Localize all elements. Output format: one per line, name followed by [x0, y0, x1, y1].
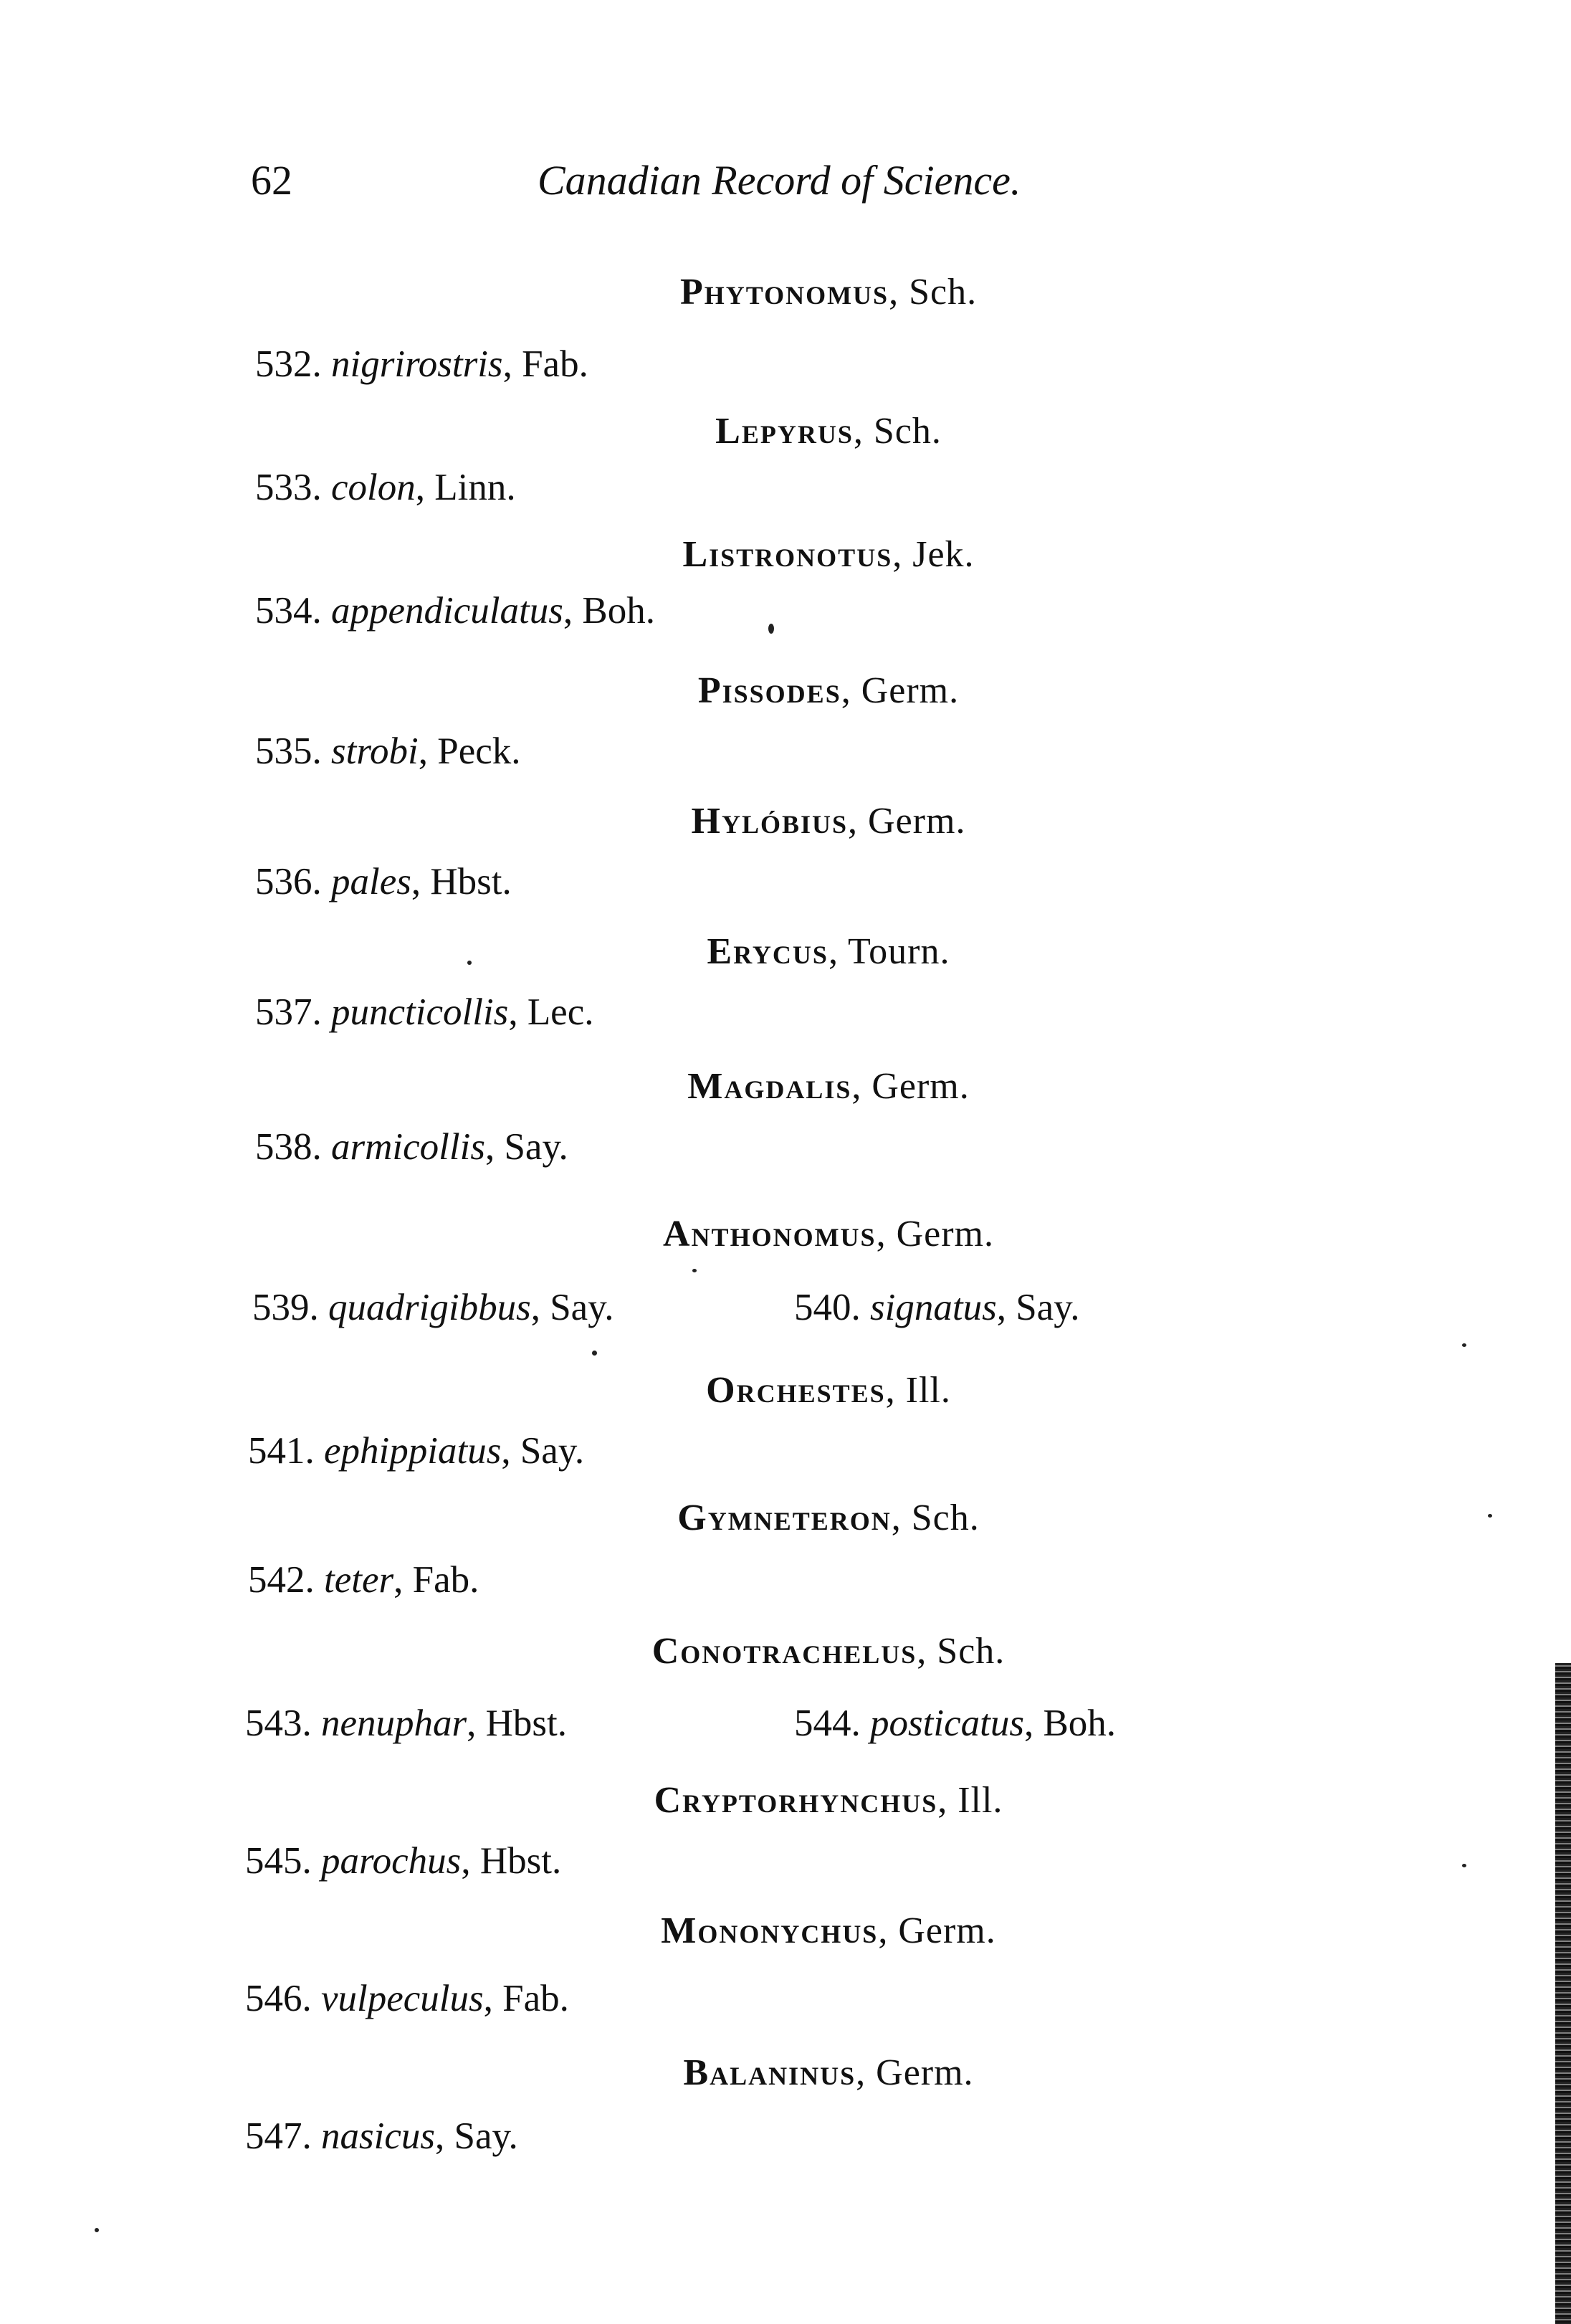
genus-name: Conotrachelus [651, 1631, 917, 1672]
species-name: teter [324, 1559, 394, 1601]
entry-number: 542. [248, 1559, 315, 1601]
genus-heading: Phytonomus, Sch. [679, 272, 978, 313]
genus-name: Lepyrus [715, 411, 854, 452]
scan-speck [467, 961, 472, 965]
entry-number: 545. [245, 1840, 312, 1882]
genus-heading: Hylóbius, Germ. [691, 801, 966, 842]
scan-speck [768, 624, 774, 634]
entry-number: 539. [252, 1287, 319, 1328]
genus-author: Germ. [868, 801, 966, 842]
scan-speck [1462, 1343, 1466, 1347]
genus-author: Jek. [912, 534, 975, 575]
genus-heading: Magdalis, Germ. [687, 1066, 970, 1107]
species-entry: 533. colon, Linn. [255, 467, 516, 508]
scan-speck [692, 1269, 697, 1272]
species-author: Lec. [527, 991, 594, 1033]
running-title: Canadian Record of Science. [538, 157, 1021, 204]
species-author: Fab. [502, 1978, 569, 2019]
genus-author: Sch. [873, 411, 942, 452]
species-author: Say. [520, 1430, 585, 1472]
scan-speck [592, 1351, 597, 1356]
species-author: Hbst. [485, 1702, 568, 1744]
genus-name: Hylóbius [691, 801, 849, 842]
species-entry: 535. strobi, Peck. [255, 730, 521, 772]
species-name: armicollis [331, 1126, 485, 1168]
genus-author: Sch. [937, 1631, 1006, 1672]
species-entry: 540. signatus, Say. [794, 1287, 1080, 1328]
entry-number: 536. [255, 861, 322, 903]
species-entry: 537. puncticollis, Lec. [255, 991, 594, 1033]
species-author: Boh. [582, 590, 655, 632]
entry-number: 547. [245, 2115, 312, 2157]
species-name: nigrirostris [331, 343, 503, 385]
genus-name: Listronotus [682, 534, 893, 575]
species-entry: 542. teter, Fab. [248, 1559, 479, 1601]
genus-name: Pissodes [697, 670, 841, 711]
species-entry: 534. appendiculatus, Boh. [255, 590, 655, 632]
genus-author: Ill. [905, 1370, 951, 1411]
entry-number: 533. [255, 467, 322, 508]
entry-number: 546. [245, 1978, 312, 2019]
genus-author: Germ. [876, 2052, 974, 2093]
species-name: puncticollis [331, 991, 509, 1033]
genus-name: Magdalis [687, 1066, 852, 1107]
genus-name: Gymneteron [677, 1497, 892, 1538]
genus-heading: Conotrachelus, Sch. [651, 1631, 1006, 1672]
species-author: Hbst. [479, 1840, 562, 1882]
genus-heading: Erycus, Tourn. [707, 931, 950, 972]
species-name: vulpeculus [321, 1978, 484, 2019]
genus-author: Germ. [898, 1910, 996, 1951]
species-author: Hbst. [430, 861, 512, 903]
species-author: Say. [504, 1126, 568, 1168]
species-author: Linn. [434, 467, 516, 508]
species-author: Say. [1016, 1287, 1080, 1328]
species-author: Fab. [412, 1559, 479, 1601]
species-entry: 536. pales, Hbst. [255, 861, 512, 903]
genus-name: Phytonomus [679, 272, 889, 313]
species-author: Fab. [522, 343, 588, 385]
species-entry: 546. vulpeculus, Fab. [245, 1978, 569, 2019]
species-entry: 541. ephippiatus, Say. [248, 1430, 585, 1472]
species-name: signatus [870, 1287, 997, 1328]
genus-name: Cryptorhynchus [654, 1780, 938, 1821]
entry-number: 543. [245, 1702, 312, 1744]
genus-heading: Anthonomus, Germ. [663, 1214, 994, 1254]
genus-heading: Mononychus, Germ. [661, 1910, 996, 1951]
genus-heading: Cryptorhynchus, Ill. [654, 1780, 1003, 1821]
species-entry: 545. parochus, Hbst. [245, 1840, 562, 1882]
species-author: Peck. [437, 730, 521, 772]
scan-speck [1462, 1864, 1466, 1867]
genus-author: Sch. [909, 272, 978, 313]
entry-number: 537. [255, 991, 322, 1033]
genus-author: Sch. [911, 1497, 980, 1538]
genus-name: Mononychus [661, 1910, 879, 1951]
species-entry: 532. nigrirostris, Fab. [255, 343, 588, 385]
genus-heading: Pissodes, Germ. [697, 670, 960, 711]
species-name: appendiculatus [331, 590, 563, 632]
genus-name: Balaninus [683, 2052, 856, 2093]
species-entry: 547. nasicus, Say. [245, 2115, 518, 2157]
genus-author: Tourn. [848, 931, 950, 972]
genus-name: Anthonomus [663, 1214, 877, 1254]
species-name: quadrigibbus [328, 1287, 531, 1328]
species-author: Boh. [1043, 1702, 1117, 1744]
genus-name: Erycus [707, 931, 829, 972]
species-name: colon [331, 467, 416, 508]
species-entry: 543. nenuphar, Hbst. [245, 1702, 568, 1744]
entry-number: 541. [248, 1430, 315, 1472]
page-header [251, 156, 1183, 221]
genus-author: Ill. [958, 1780, 1003, 1821]
entry-number: 534. [255, 590, 322, 632]
genus-author: Germ. [861, 670, 960, 711]
scan-speck [1488, 1514, 1492, 1518]
genus-heading: Orchestes, Ill. [706, 1370, 951, 1411]
entry-number: 535. [255, 730, 322, 772]
species-author: Say. [550, 1287, 614, 1328]
scan-edge-artifact [1555, 1663, 1571, 2324]
entry-number: 532. [255, 343, 322, 385]
species-entry: 539. quadrigibbus, Say. [252, 1287, 614, 1328]
entry-number: 544. [794, 1702, 861, 1744]
species-entry: 544. posticatus, Boh. [794, 1702, 1117, 1744]
genus-heading: Lepyrus, Sch. [715, 411, 942, 452]
genus-heading: Gymneteron, Sch. [677, 1497, 980, 1538]
entry-number: 540. [794, 1287, 861, 1328]
scan-speck [95, 2228, 99, 2232]
species-name: posticatus [870, 1702, 1024, 1744]
genus-heading: Balaninus, Germ. [683, 2052, 974, 2093]
species-entry: 538. armicollis, Say. [255, 1126, 568, 1168]
genus-heading: Listronotus, Jek. [682, 534, 975, 575]
genus-name: Orchestes [706, 1370, 886, 1411]
page-number: 62 [251, 157, 292, 204]
species-name: nasicus [321, 2115, 435, 2157]
entry-number: 538. [255, 1126, 322, 1168]
genus-author: Germ. [896, 1214, 994, 1254]
species-author: Say. [454, 2115, 518, 2157]
species-name: pales [331, 861, 411, 903]
species-name: parochus [321, 1840, 462, 1882]
species-name: nenuphar [321, 1702, 467, 1744]
genus-author: Germ. [872, 1066, 970, 1107]
species-name: strobi [331, 730, 419, 772]
species-name: ephippiatus [324, 1430, 502, 1472]
